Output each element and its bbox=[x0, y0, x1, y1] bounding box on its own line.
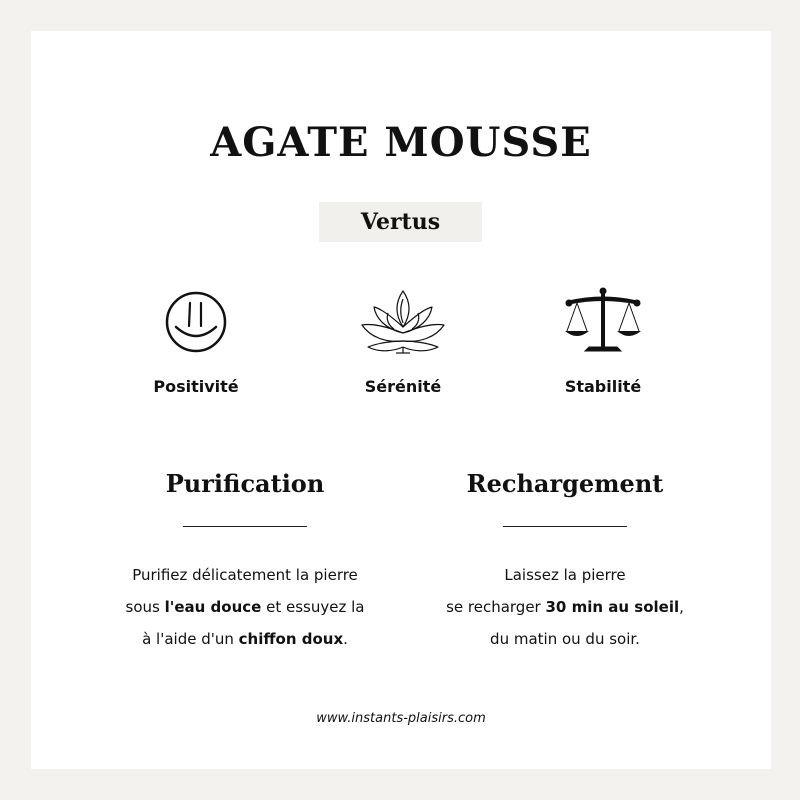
virtue-label: Sérénité bbox=[364, 377, 442, 396]
text-line: Purifiez délicatement la pierre bbox=[132, 566, 358, 584]
smiley-icon bbox=[163, 289, 229, 355]
card bbox=[31, 31, 771, 769]
text-line: sous l'eau douce et essuyez la bbox=[125, 598, 365, 616]
divider bbox=[503, 526, 627, 527]
section-label: Vertus bbox=[319, 202, 482, 242]
purification-text bbox=[95, 559, 395, 655]
purification-section bbox=[95, 469, 395, 655]
lotus-icon bbox=[358, 287, 448, 355]
virtue-stabilite bbox=[523, 287, 683, 396]
virtue-label: Stabilité bbox=[564, 377, 642, 396]
recharge-heading: Rechargement bbox=[466, 469, 664, 498]
purification-heading: Purification bbox=[165, 469, 325, 498]
recharge-section bbox=[415, 469, 715, 655]
recharge-text bbox=[415, 559, 715, 655]
virtue-serenite bbox=[323, 287, 483, 396]
website-link[interactable]: www.instants-plaisirs.com bbox=[316, 711, 486, 726]
virtue-label: Positivité bbox=[153, 377, 239, 396]
balance-scale-icon bbox=[563, 287, 643, 355]
text-line: à l'aide d'un chiffon doux. bbox=[142, 630, 348, 648]
page-title: AGATE MOUSSE bbox=[210, 119, 592, 166]
text-line: du matin ou du soir. bbox=[490, 630, 640, 648]
text-line: se recharger 30 min au soleil, bbox=[446, 598, 684, 616]
divider bbox=[183, 526, 307, 527]
virtue-positivite bbox=[116, 289, 276, 396]
text-line: Laissez la pierre bbox=[504, 566, 626, 584]
